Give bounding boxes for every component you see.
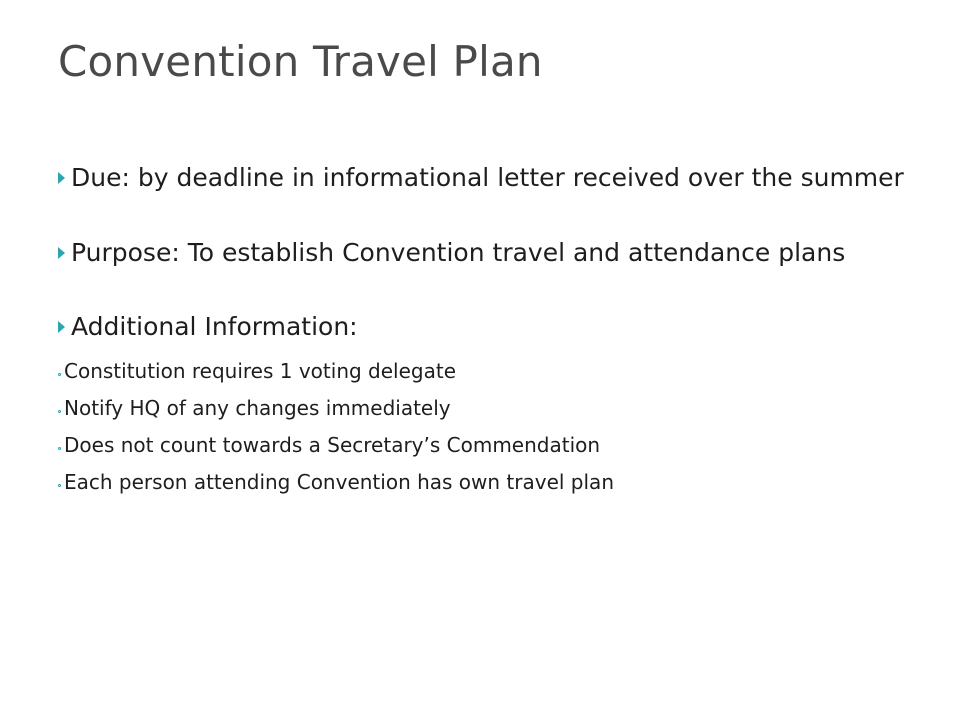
triangle-bullet-icon [58,235,71,271]
slide-body [58,160,908,501]
sub-bullet-text: Constitution requires 1 voting delegate [64,359,457,383]
bullet-text: Purpose: To establish Convention travel and attendance plans [71,238,846,267]
sub-bullet-text: Notify HQ of any changes immediately [64,396,451,420]
sub-bullet-item [58,464,908,501]
sub-bullet-item [58,390,908,427]
sub-bullet-text: Does not count towards a Secretary’s Commendation [64,433,601,457]
bullet-due [58,160,908,196]
sub-bullet-item [58,427,908,464]
triangle-bullet-icon [58,309,71,345]
bullet-text: Additional Information: [71,312,358,341]
triangle-bullet-icon [58,160,71,196]
bullet-text: Due: by deadline in informational letter received over the summer [71,163,904,192]
sub-bullet-item [58,353,908,390]
sub-bullet-text: Each person attending Convention has own travel plan [64,470,614,494]
bullet-purpose [58,235,908,271]
bullet-additional-information [58,309,908,345]
sub-bullet-list [58,353,908,501]
slide-title: Convention Travel Plan [58,37,543,86]
